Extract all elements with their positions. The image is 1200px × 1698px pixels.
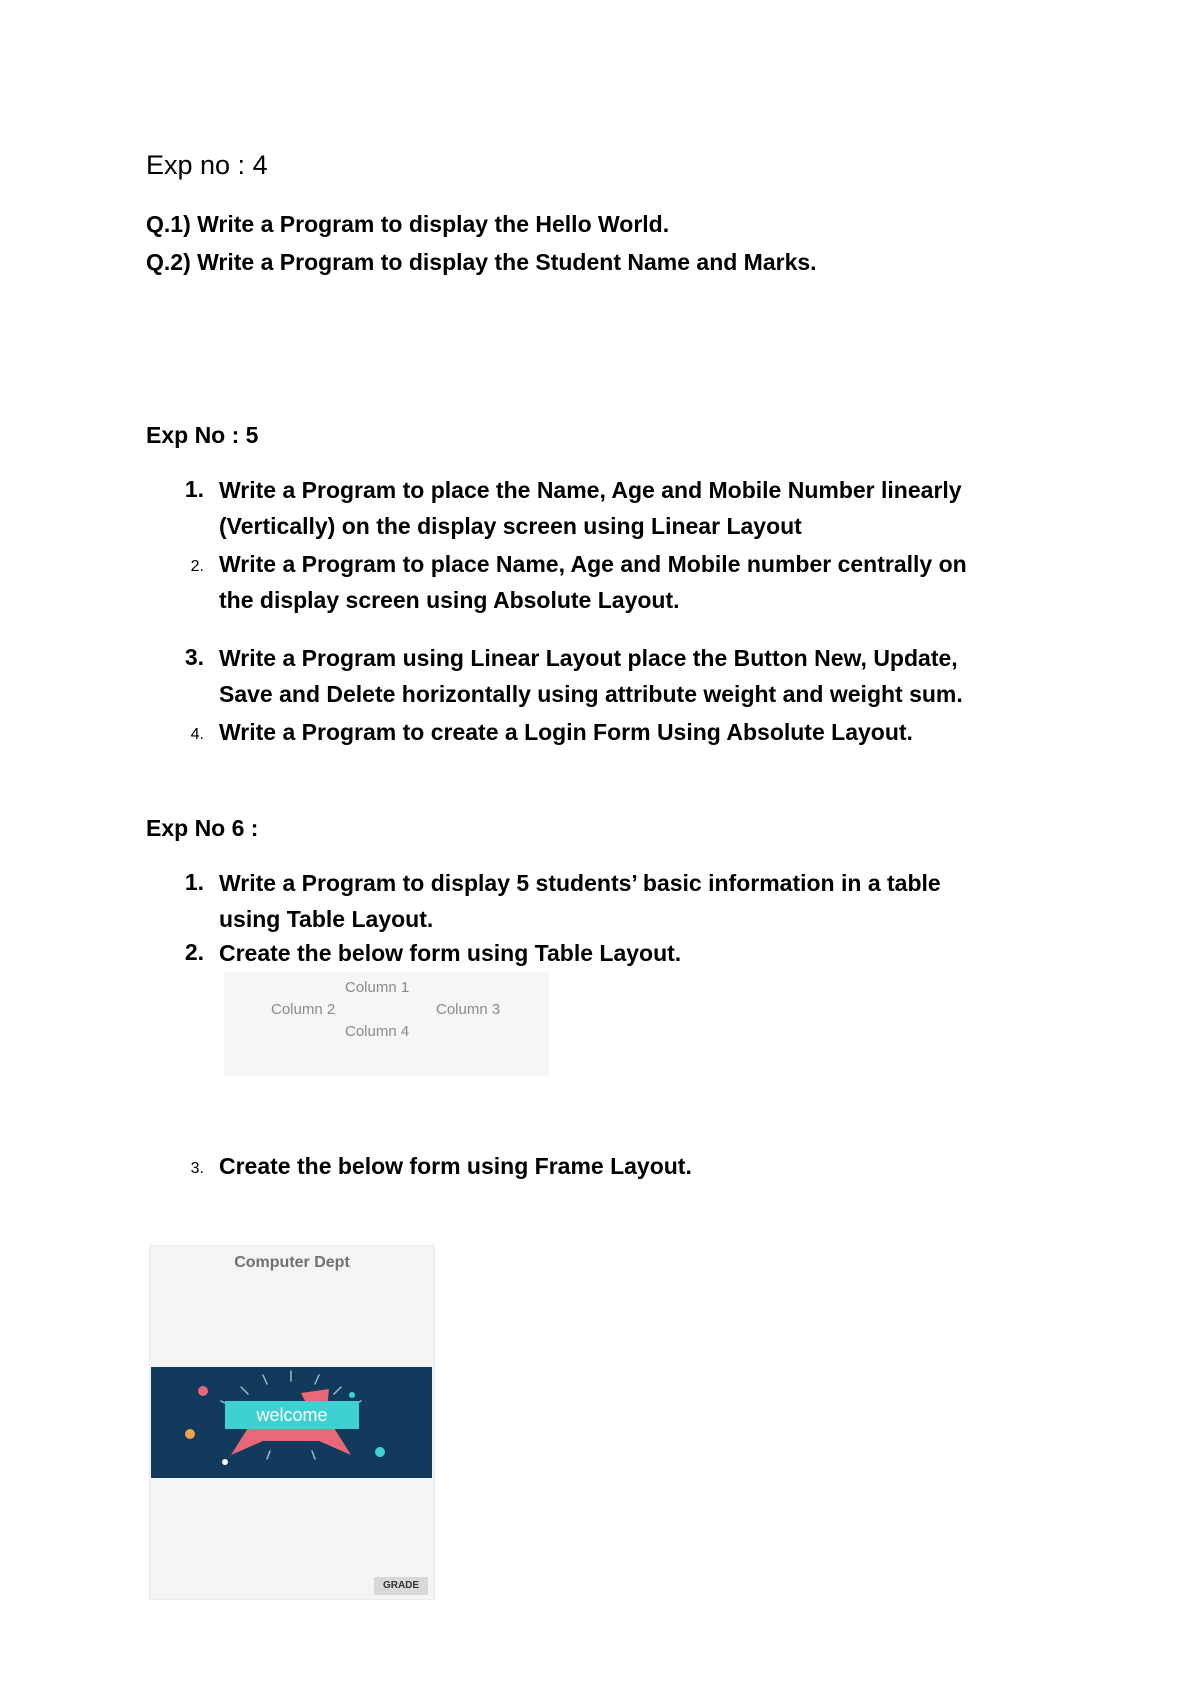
column-1-label: Column 1 <box>345 979 410 996</box>
exp5-item-2-line-2: the display screen using Absolute Layout. <box>219 587 680 613</box>
exp5-item-2 <box>219 546 1059 618</box>
exp6-item-3 <box>219 1148 1059 1184</box>
exp6-item-1-line-2: using Table Layout. <box>219 906 434 932</box>
welcome-banner <box>151 1367 432 1478</box>
banner-text: welcome <box>256 1405 328 1425</box>
exp5-item-3 <box>219 640 1059 712</box>
exp5-item-2-line-1: Write a Program to place Name, Age and Mobile number centrally on <box>219 551 967 577</box>
exp5-item-2-number: 2. <box>190 558 204 575</box>
exp4-heading: Exp no : 4 <box>146 150 268 180</box>
exp6-item-2-line-1: Create the below form using Table Layout. <box>219 940 682 966</box>
column-2-label: Column 2 <box>271 1001 336 1018</box>
exp6-heading: Exp No 6 : <box>146 815 259 841</box>
frame-title: Computer Dept <box>234 1254 350 1271</box>
column-4-label: Column 4 <box>345 1023 410 1040</box>
frame-layout-figure <box>149 1245 435 1600</box>
exp5-item-1-number: 1. <box>184 476 204 502</box>
exp5-item-1 <box>219 472 1059 544</box>
exp5-item-4 <box>219 714 1059 750</box>
exp5-item-4-line-1: Write a Program to create a Login Form Using Absolute Layout. <box>219 719 913 745</box>
column-3-label: Column 3 <box>436 1001 501 1018</box>
exp4-question-1: Q.1) Write a Program to display the Hello World. <box>146 211 670 237</box>
grade-button[interactable]: GRADE <box>374 1577 428 1595</box>
exp5-item-1-line-2: (Vertically) on the display screen using Linear Layout <box>219 513 802 539</box>
exp5-item-3-line-2: Save and Delete horizontally using attribute weight and weight sum. <box>219 681 963 707</box>
exp6-item-2 <box>219 935 1059 971</box>
exp6-item-1-number: 1. <box>184 869 204 895</box>
exp6-item-1 <box>219 865 1059 937</box>
exp4-question-2: Q.2) Write a Program to display the Student Name and Marks. <box>146 249 817 275</box>
exp6-item-3-line-1: Create the below form using Frame Layout. <box>219 1153 692 1179</box>
exp5-item-4-number: 4. <box>190 726 204 743</box>
welcome-illustration <box>151 1367 432 1478</box>
exp5-item-3-line-1: Write a Program using Linear Layout place the Button New, Update, <box>219 645 958 671</box>
table-layout-figure <box>224 972 549 1076</box>
exp5-item-3-number: 3. <box>184 644 204 670</box>
exp6-item-3-number: 3. <box>190 1160 204 1177</box>
exp6-item-2-number: 2. <box>184 939 204 965</box>
exp5-item-1-line-1: Write a Program to place the Name, Age and Mobile Number linearly <box>219 477 962 503</box>
exp5-heading: Exp No : 5 <box>146 422 259 448</box>
exp6-item-1-line-1: Write a Program to display 5 students’ basic information in a table <box>219 870 941 896</box>
